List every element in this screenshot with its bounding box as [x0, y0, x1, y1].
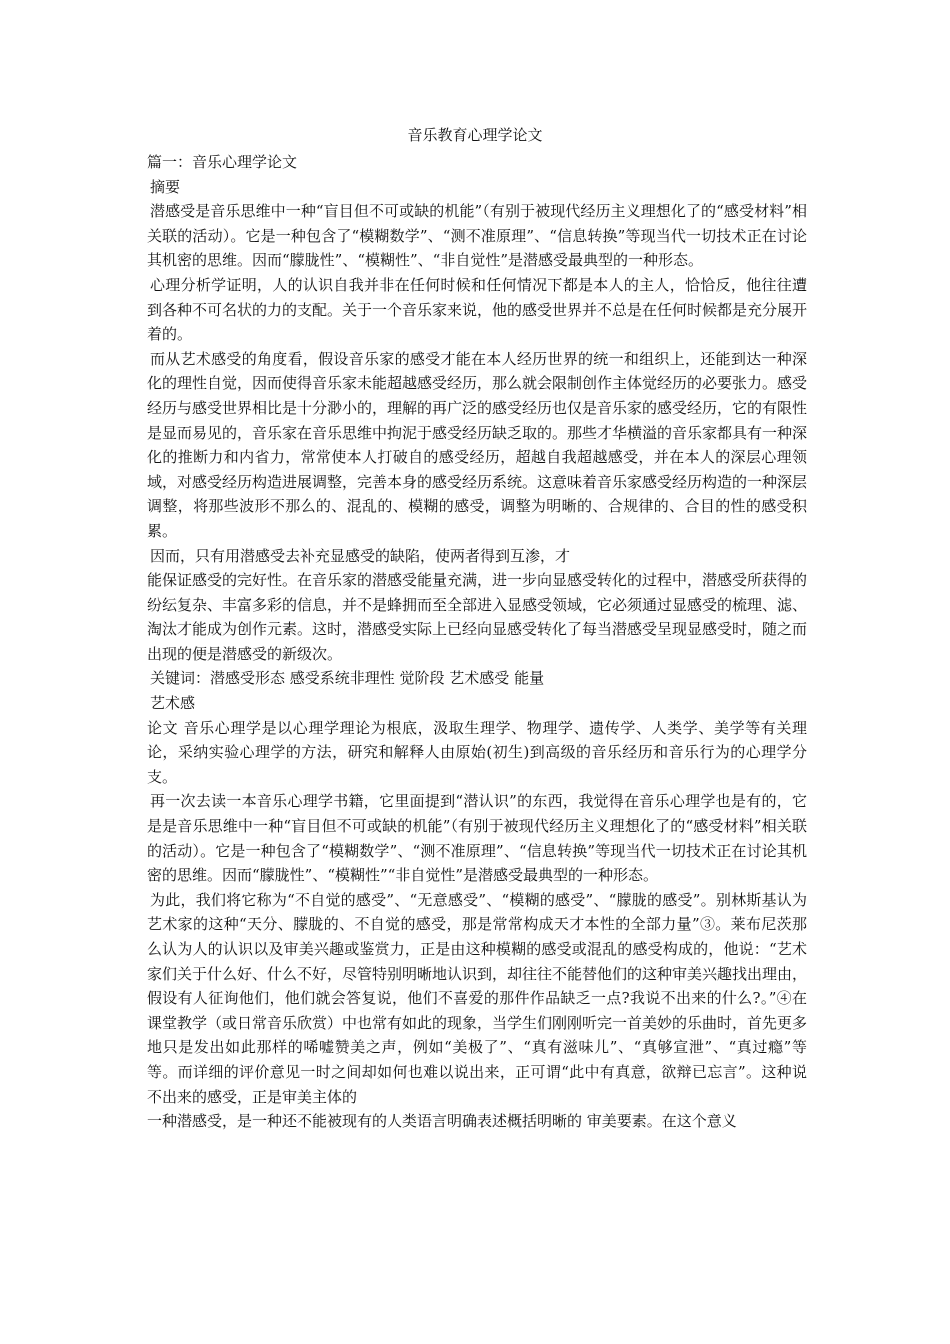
paragraph: 论文 音乐心理学是以心理学理论为根底，汲取生理学、物理学、遗传学、人类学、美学等有关理论，采纳实验心理学的方法，研究和解释人由原始(初生)到高级的音乐经历和音乐行为的心理学分支。	[147, 718, 807, 786]
paragraph: 心理分析学证明，人的认识自我并非在任何时候和任何情况下都是本人的主人，恰恰反，他往往遭到各种不可名状的力的支配。关于一个音乐家来说，他的感受世界并不总是在任何时候都是充分展开着的。	[147, 275, 808, 344]
paragraph: 一种潜感受，是一种还不能被现有的人类语言明确表述概括明晰的 审美要素。在这个意义	[147, 1112, 737, 1131]
document-body	[147, 150, 807, 1134]
paragraph: 艺术感	[150, 694, 196, 713]
paragraph: 再一次去读一本音乐心理学书籍，它里面提到“潜认识”的东西，我觉得在音乐心理学也是有的，它是是音乐思维中一种“盲目但不可或缺的机能”（有别于被现代经历主义理想化了的“感受材料”相关联的活动）。它是一种包含了“模糊数学”、“测不准原理”、“信息转换”等现当代一切技术正在讨论其机密的思维。因而“朦胧性”、“模糊性”“非自觉性”是潜感受最典型的一种形态。	[147, 792, 807, 885]
paragraph: 潜感受是音乐思维中一种“盲目但不可或缺的机能”（有别于被现代经历主义理想化了的“感受材料”相关联的活动）。它是一种包含了“模糊数学”、“测不准原理”、“信息转换”等现当代一切技术正在讨论其机密的思维。因而“朦胧性”、“模糊性”、“非自觉性”是潜感受最典型的一种形态。	[147, 202, 807, 270]
paragraph: 能保证感受的完好性。在音乐家的潜感受能量充满，进一步向显感受转化的过程中，潜感受所获得的纷纭复杂、丰富多彩的信息，并不是蜂拥而至全部进入显感受领域，它必须通过显感受的梳理、滤、淘汰才能成为创作元素。这时，潜感受实际上已经向显感受转化了每当潜感受呈现显感受时，随之而出现的便是潜感受的新级次。	[147, 571, 808, 663]
abstract-heading: 摘要	[150, 177, 181, 196]
keywords-line: 关键词：潜感受形态 感受系统非理性 觉阶段 艺术感受 能量	[150, 669, 545, 688]
document-title: 音乐教育心理学论文	[407, 126, 543, 144]
section-heading: 篇一：音乐心理学论文	[147, 153, 298, 171]
paragraph: 为此，我们将它称为“不自觉的感受”、“无意感受”、“模糊的感受”、“朦胧的感受”。别林斯基认为艺术家的这种“天分、朦胧的、不自觉的感受，那是常常构成天才本性的全部力量”③。莱布尼茨那么认为人的认识以及审美兴趣或鉴赏力，正是由这种模糊的感受或混乱的感受构成的，他说：“艺术家们关于什么好、什么不好，尽管特别明晰地认识到，却往往不能替他们的这种审美兴趣找出理由，假设有人征询他们，他们就会答复说，他们不喜爱的那件作品缺乏一点?我说不出来的什么?。”④在课堂教学（或日常音乐欣赏）中也常有如此的现象，当学生们刚刚听完一首美妙的乐曲时，首先更多地只是发出如此那样的唏嘘赞美之声，例如“美极了”、“真有滋味儿”、“真够宣泄”、“真过瘾”等等。而详细的评价意见一时之间却如何也难以说出来，正可谓“此中有真意，欲辩已忘言”。这种说不出来的感受，正是审美主体的	[147, 890, 808, 1106]
paragraph: 而从艺术感受的角度看，假设音乐家的感受才能在本人经历世界的统一和组织上，还能到达一种深化的理性自觉，因而使得音乐家未能超越感受经历，那么就会限制创作主体觉经历的必要张力。感受经历与感受世界相比是十分渺小的，理解的再广泛的感受经历也仅是音乐家的感受经历，它的有限性是显而易见的，音乐家在音乐思维中拘泥于感受经历缺乏取的。那些才华横溢的音乐家都具有一种深化的推断力和内省力，常常使本人打破自的感受经历，超越自我超越感受，并在本人的深层心理领域，对感受经历构造进展调整，完善本身的感受经历系统。这意味着音乐家感受经历构造的一种深层调整，将那些波形不那么的、混乱的、模糊的感受，调整为明晰的、合规律的、合目的性的感受积累。	[147, 349, 808, 540]
paragraph: 因而，只有用潜感受去补充显感受的缺陷，使两者得到互渗，才	[150, 546, 571, 565]
